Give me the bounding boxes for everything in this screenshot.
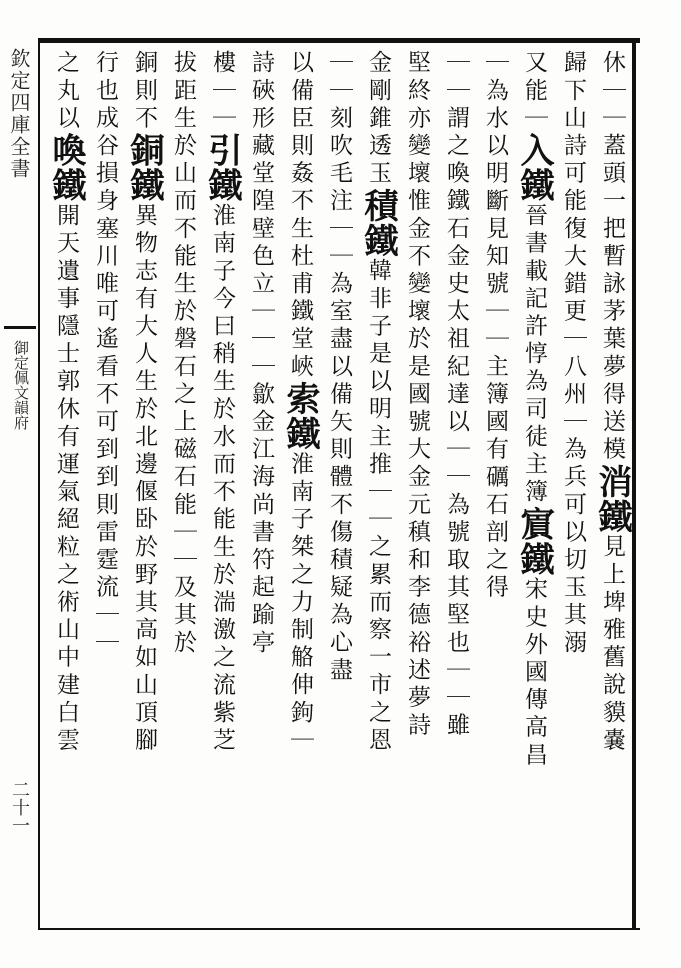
entry-heading: 引鐵 [202,132,242,203]
text-column-1 [592,50,630,920]
column-text: ｜｜刻吹毛 [326,50,352,188]
book-title: 御定佩文韻府 [12,340,30,430]
column-text: 開天遺事隱士郭休有運氣絕粒之術山中建白雲 [53,202,79,755]
column-text: 又能｜ [521,50,547,133]
frame-bottom-rule [40,928,640,930]
column-text: 淮南子今曰稍生於水而不能生於湍激之流紫芝 [209,202,235,755]
text-column-10 [241,50,279,920]
text-column-12 [163,50,201,920]
column-text: 韓非子是以明主推｜｜之累而察一市之恩 [365,258,391,755]
column-text: 晉書載記許惇為司徒主簿 [521,202,547,507]
margin-divider [4,326,36,329]
column-text: 見上埤雅舊說貘嚢 [599,534,625,755]
column-text: 詩硤形藏堂隍壁色立｜｜ [248,50,274,354]
column-text: 異物志有大人生於北邊偃卧於野其高如山頂腳 [131,202,157,755]
text-column-14 [85,50,123,920]
column-text: 國有礪石剖之得 [482,408,508,603]
column-text: 宋史外國傳高昌 [521,576,547,770]
text-column-8 [319,50,357,920]
text-column-15 [46,50,84,920]
column-text: 以備臣則姦不生杜甫鐵堂峽 [287,50,313,382]
column-text: 以明斷見知號｜｜主簿 [482,132,508,409]
column-text: 之丸以 [53,50,79,133]
entry-heading: 積鐵 [358,188,398,258]
text-column-9 [280,50,318,920]
column-text: 成谷損身塞川唯可遙看不可到到則雷霆流｜｜ [92,105,118,658]
column-text: 注｜｜為室盡以備矢則體不傷積疑為心盡 [326,188,352,685]
entry-heading: 賔鐵 [514,506,554,577]
text-column-2 [553,50,591,920]
column-text: ｜｜謂之喚鐵石金史太祖紀達以｜｜為號取其堅也｜｜雖 [443,50,469,740]
column-text: 淮南子桀之力制觡伸鉤｜ [287,451,313,755]
text-column-7 [358,50,396,920]
column-text: ｜歙金江海尚書符起踰亭 [248,353,274,658]
text-column-11 [202,50,240,920]
column-text: 生於山而不能生於磐石之上磁石能｜｜及其於 [170,105,196,658]
text-column-13 [124,50,162,920]
entry-heading: 入鐵 [514,132,554,203]
frame-top-rule [40,38,640,43]
text-column-6 [397,50,435,920]
column-text: 歸下山詩可能復大錯更｜八州｜ [560,50,586,437]
column-text: 為兵可以切玉其溺 [560,436,586,658]
column-text: 金剛錐透玉 [365,50,391,188]
entry-heading: 消鐵 [592,464,632,534]
entry-heading: 索鐵 [280,381,320,452]
column-text: ｜為水 [482,50,508,133]
page-margin [0,38,38,930]
frame-right-rule [632,38,636,930]
margin-rule [38,38,40,930]
text-column-4 [475,50,513,920]
column-text: 樓｜｜ [209,50,235,133]
column-text: 銅則不 [131,50,157,133]
edge-series-title: 欽定四庫全書 [7,48,31,180]
column-text: 行也 [92,50,118,106]
column-text: 堅終亦變壞惟金不變壞於是國號大金元稹和李德裕述夢詩 [404,50,430,740]
column-text: 休｜｜蓋頭一把暫詠茅葉夢得送模 [599,50,625,464]
column-text: 拔距 [170,50,196,106]
page-number: 二十一 [9,780,30,834]
entry-heading: 銅鐵 [124,132,164,203]
entry-heading: 喚鐵 [46,132,86,203]
text-column-3 [514,50,552,920]
text-column-5 [436,50,474,920]
